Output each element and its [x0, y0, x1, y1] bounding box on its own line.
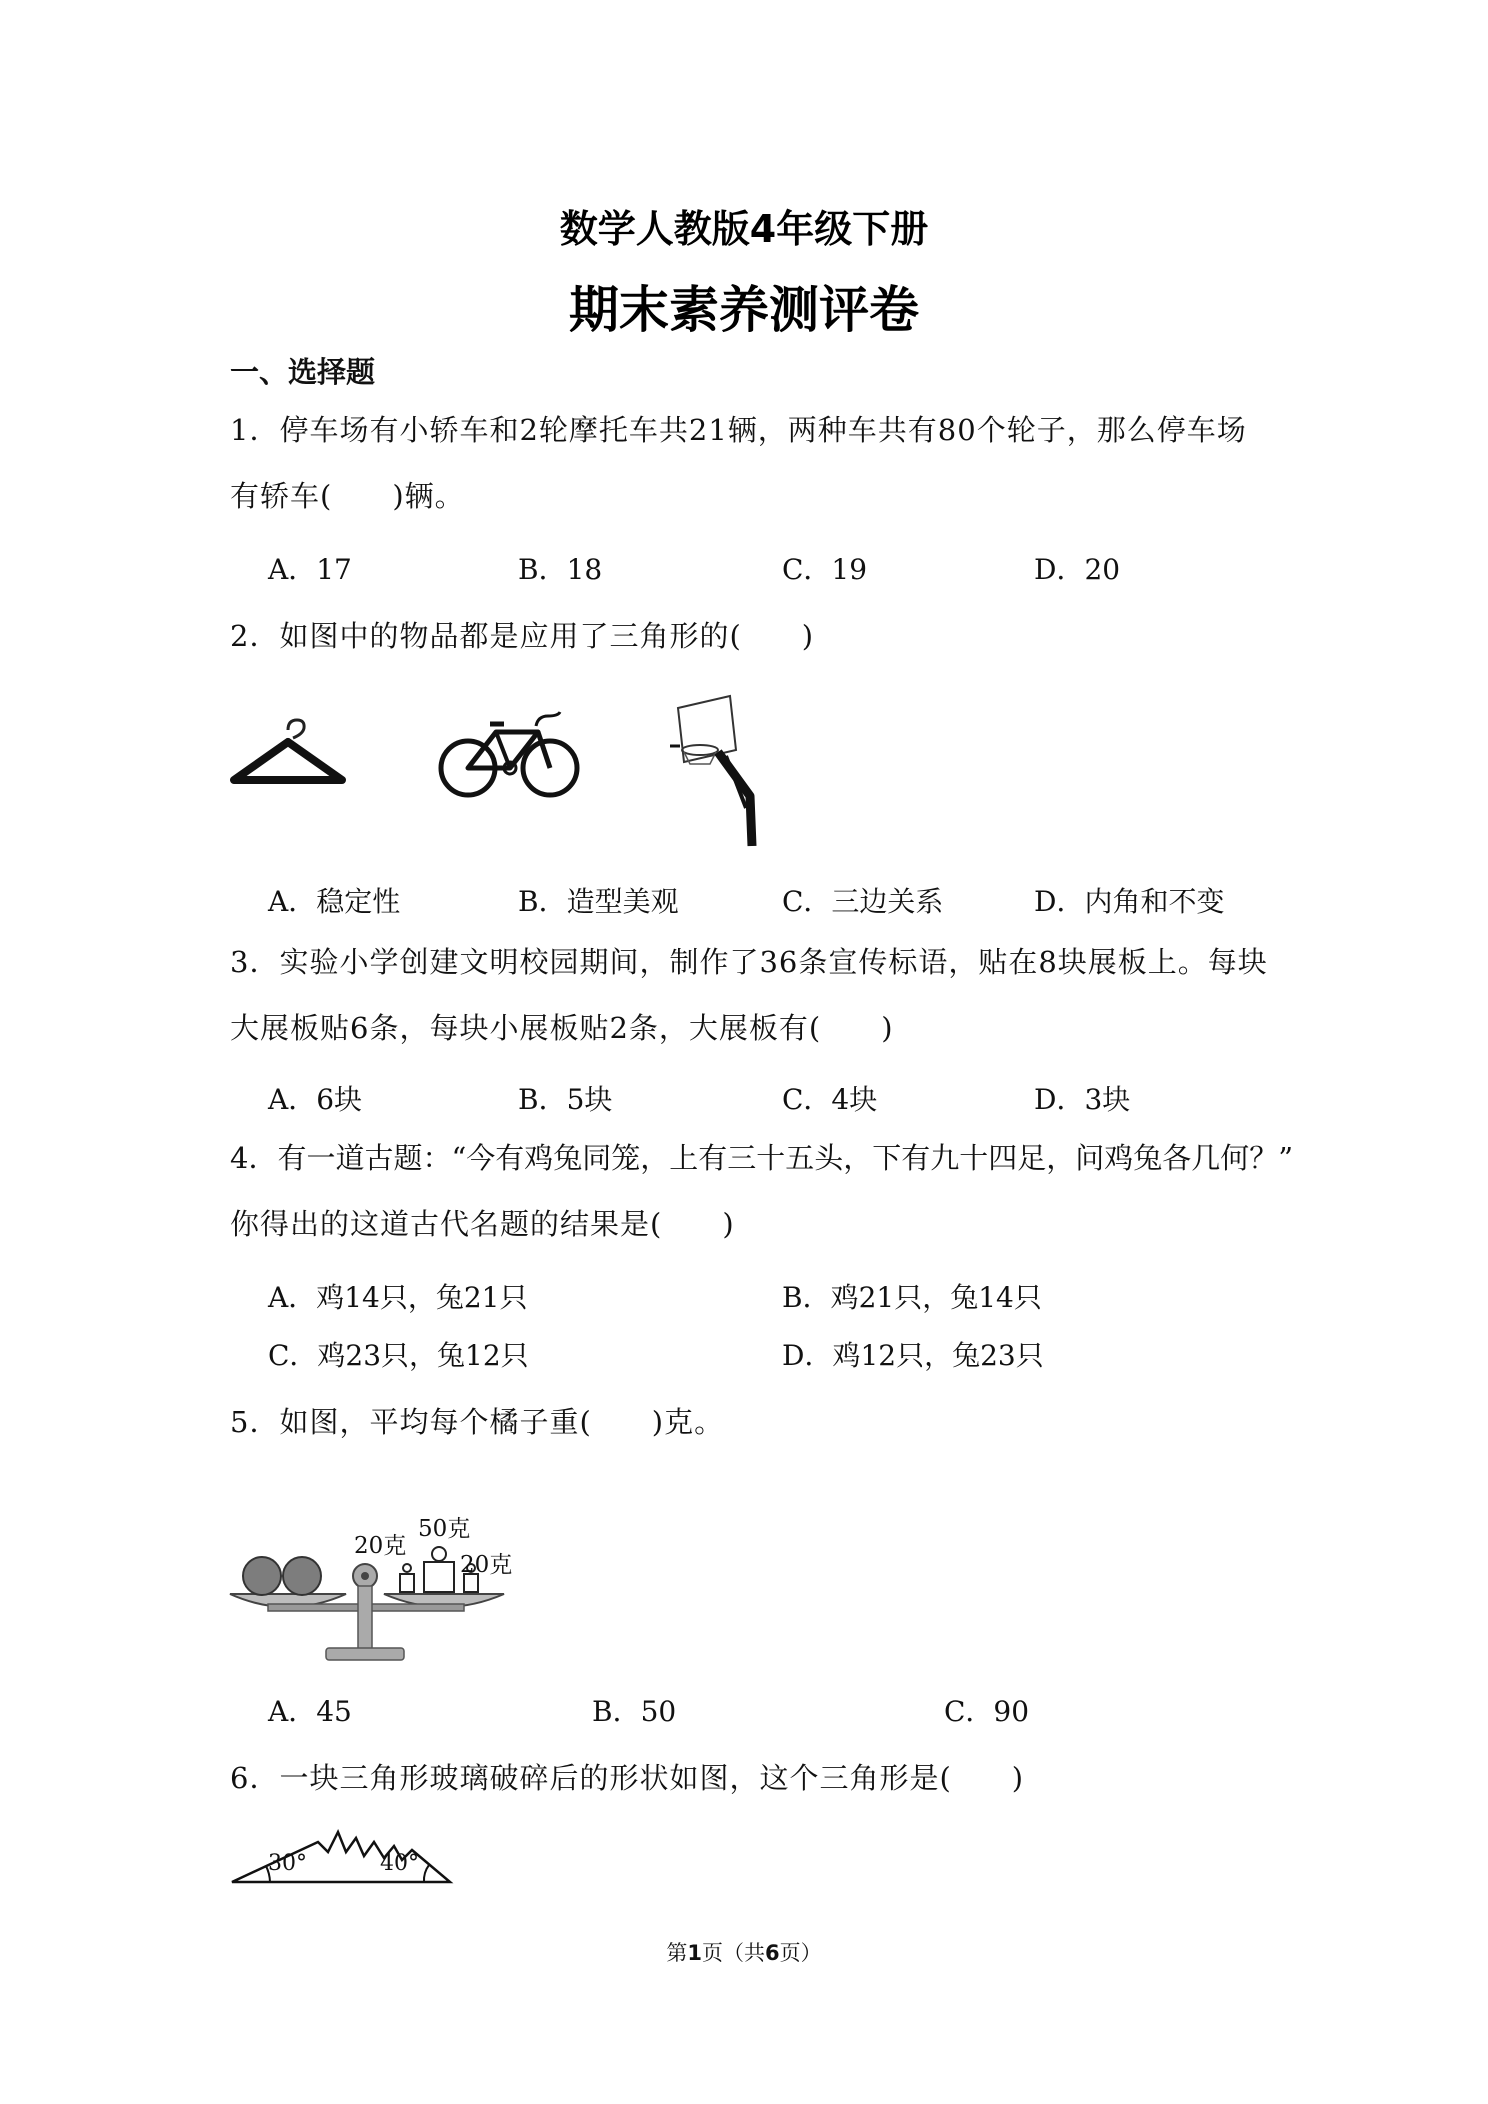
question-2-option-d: D．内角和不变: [1034, 885, 1225, 918]
question-5-option-b: B．50: [592, 1695, 677, 1728]
weight-label-middle: 50克: [418, 1516, 471, 1542]
question-2-option-b: B．造型美观: [518, 885, 679, 918]
question-2-option-c: C．三边关系: [782, 885, 944, 918]
question-3-option-d: D．3块: [1034, 1083, 1131, 1116]
question-4-option-b: B．鸡21只，兔14只: [782, 1281, 1042, 1314]
question-2-text: 如图中的物品都是应用了三角形的( ): [279, 619, 815, 653]
footer-middle: 页（共: [702, 1941, 765, 1965]
weight-label-left: 20克: [354, 1533, 407, 1559]
document-subtitle: 期末素养测评卷: [569, 281, 919, 339]
question-5-text: 如图，平均每个橘子重( )克。: [279, 1405, 725, 1439]
question-4-number: 4．: [230, 1141, 278, 1175]
question-2-line-1: [230, 614, 814, 655]
question-1-option-a: A．17: [268, 553, 352, 586]
question-4-text: 有一道古题：“今有鸡兔同笼，上有三十五头，下有九十四足，问鸡兔各几何？”: [277, 1141, 1294, 1175]
question-4-option-d: D．鸡12只，兔23只: [782, 1339, 1044, 1372]
question-2-option-a: A．稳定性: [268, 885, 401, 918]
question-6-number: 6．: [230, 1761, 280, 1795]
page-footer: [0, 1937, 1488, 1967]
question-1-number: 1．: [230, 413, 280, 447]
question-5-line-1: [230, 1400, 724, 1441]
question-2-number: 2．: [230, 619, 280, 653]
question-1-text: 停车场有小轿车和2轮摩托车共21辆，两种车共有80个轮子，那么停车场: [279, 413, 1247, 447]
weight-label-right: 20克: [460, 1552, 513, 1578]
question-4-line-2: 你得出的这道古代名题的结果是( ): [230, 1207, 735, 1241]
question-3-number: 3．: [230, 945, 280, 979]
question-3-option-c: C．4块: [782, 1083, 878, 1116]
question-5-number: 5．: [230, 1405, 280, 1439]
footer-suffix: 页）: [779, 1941, 822, 1965]
section-heading: 一、选择题: [230, 355, 376, 389]
footer-total-pages: 6: [765, 1941, 780, 1965]
question-3-line-2: 大展板贴6条，每块小展板贴2条，大展板有( ): [230, 1011, 894, 1045]
question-3-line-1: [230, 940, 1268, 981]
footer-prefix: 第: [666, 1941, 688, 1965]
question-4-option-a: A．鸡14只，兔21只: [268, 1281, 528, 1314]
broken-triangle-figure: [228, 1824, 454, 1886]
question-3-option-a: A．6块: [268, 1083, 363, 1116]
footer-page-number: 1: [687, 1941, 702, 1965]
angle-label-right: 40°: [380, 1851, 419, 1876]
question-5-option-a: A．45: [268, 1695, 352, 1728]
basketball-hoop-icon: [666, 690, 770, 850]
angle-label-left: 30°: [268, 1851, 307, 1876]
question-1-option-c: C．19: [782, 553, 868, 586]
question-4-option-c: C．鸡23只，兔12只: [268, 1339, 529, 1372]
hanger-icon: [230, 718, 348, 788]
question-6-text: 一块三角形玻璃破碎后的形状如图，这个三角形是( ): [279, 1761, 1025, 1795]
question-1-option-b: B．18: [518, 553, 603, 586]
question-3-option-b: B．5块: [518, 1083, 613, 1116]
question-4-line-1: [230, 1136, 1293, 1177]
question-1-line-2: 有轿车( )辆。: [230, 479, 465, 513]
question-3-text: 实验小学创建文明校园期间，制作了36条宣传标语，贴在8块展板上。每块: [279, 945, 1268, 979]
question-5-option-c: C．90: [944, 1695, 1030, 1728]
question-1-line-1: [230, 408, 1247, 449]
question-1-option-d: D．20: [1034, 553, 1121, 586]
bicycle-icon: [438, 706, 580, 802]
document-title: 数学人教版4年级下册: [559, 207, 929, 251]
question-6-line-1: [230, 1756, 1024, 1797]
